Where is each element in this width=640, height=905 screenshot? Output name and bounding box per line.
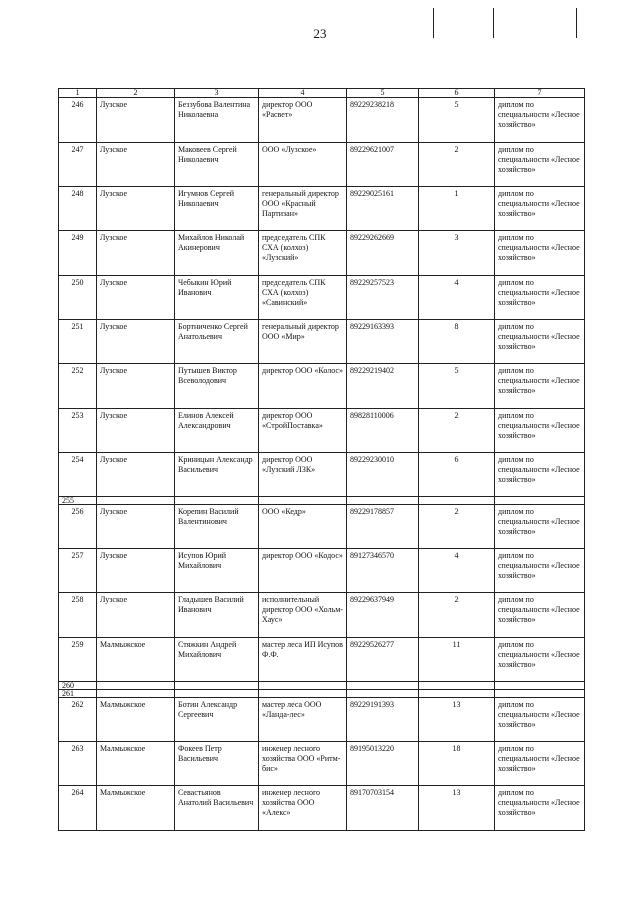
position-cell: [259, 497, 347, 505]
position-cell: мастер леса ИП Исупов Ф.Ф.: [259, 638, 347, 682]
position-cell: директор ООО «Расвет»: [259, 98, 347, 143]
name-cell: Фокеев Петр Васильевич: [175, 742, 259, 786]
name-cell: [175, 497, 259, 505]
position-cell: председатель СПК СХА (колхоз) «Савинский»: [259, 276, 347, 320]
district-cell: Малмыжское: [97, 742, 175, 786]
data-table: [58, 88, 585, 831]
header-row: [59, 89, 585, 98]
table-row: [59, 98, 585, 143]
position-cell: директор ООО «СтройПоставка»: [259, 409, 347, 453]
table-row: [59, 742, 585, 786]
count-cell: 2: [419, 593, 495, 638]
count-cell: 11: [419, 638, 495, 682]
position-cell: инженер лесного хозяйства ООО «Алекс»: [259, 786, 347, 831]
education-cell: диплом по специальности «Лесное хозяйство»: [495, 276, 585, 320]
education-cell: диплом по специальности «Лесное хозяйство»: [495, 453, 585, 497]
phone-cell: 89229191393: [347, 698, 419, 742]
name-cell: Стяжкин Андрей Михайлович: [175, 638, 259, 682]
scan-artifact-line: [576, 8, 577, 38]
phone-cell: 89229526277: [347, 638, 419, 682]
district-cell: Лузское: [97, 187, 175, 231]
phone-cell: 89229230010: [347, 453, 419, 497]
education-cell: [495, 497, 585, 505]
education-cell: диплом по специальности «Лесное хозяйство»: [495, 698, 585, 742]
table-row: [59, 786, 585, 831]
row-number: 249: [59, 231, 97, 276]
row-number: 260: [59, 682, 97, 690]
phone-cell: 89229178857: [347, 505, 419, 549]
name-cell: Исупов Юрий Михайлович: [175, 549, 259, 593]
table-row: [59, 682, 585, 690]
education-cell: диплом по специальности «Лесное хозяйство»: [495, 364, 585, 409]
column-header: 1: [59, 89, 97, 98]
name-cell: [175, 690, 259, 698]
column-header: 7: [495, 89, 585, 98]
row-number: 263: [59, 742, 97, 786]
count-cell: 1: [419, 187, 495, 231]
name-cell: Михайлов Николай Акинерович: [175, 231, 259, 276]
position-cell: генеральный директор ООО «Мир»: [259, 320, 347, 364]
position-cell: председатель СПК СХА (колхоз) «Лузский»: [259, 231, 347, 276]
phone-cell: 89828110006: [347, 409, 419, 453]
district-cell: Лузское: [97, 143, 175, 187]
name-cell: Корепин Василий Валентинович: [175, 505, 259, 549]
row-number: 248: [59, 187, 97, 231]
name-cell: Беззубова Валентина Николаевна: [175, 98, 259, 143]
table-row: [59, 505, 585, 549]
education-cell: [495, 682, 585, 690]
education-cell: диплом по специальности «Лесное хозяйство»: [495, 505, 585, 549]
count-cell: [419, 682, 495, 690]
row-number: 264: [59, 786, 97, 831]
education-cell: [495, 690, 585, 698]
count-cell: 2: [419, 409, 495, 453]
table-row: [59, 638, 585, 682]
table-row: [59, 698, 585, 742]
position-cell: генеральный директор ООО «Красный Партизан»: [259, 187, 347, 231]
education-cell: диплом по специальности «Лесное хозяйство»: [495, 320, 585, 364]
position-cell: ООО «Кедр»: [259, 505, 347, 549]
education-cell: диплом по специальности «Лесное хозяйство»: [495, 231, 585, 276]
education-cell: диплом по специальности «Лесное хозяйство»: [495, 549, 585, 593]
table-body: [59, 89, 585, 831]
row-number: 246: [59, 98, 97, 143]
row-number: 253: [59, 409, 97, 453]
phone-cell: 89229621007: [347, 143, 419, 187]
phone-cell: 89229257523: [347, 276, 419, 320]
position-cell: директор ООО «Кодос»: [259, 549, 347, 593]
district-cell: [97, 497, 175, 505]
row-number: 250: [59, 276, 97, 320]
phone-cell: 89229025161: [347, 187, 419, 231]
table-row: [59, 549, 585, 593]
row-number: 247: [59, 143, 97, 187]
district-cell: Малмыжское: [97, 698, 175, 742]
phone-cell: [347, 690, 419, 698]
education-cell: диплом по специальности «Лесное хозяйство»: [495, 742, 585, 786]
position-cell: [259, 690, 347, 698]
table-row: [59, 320, 585, 364]
column-header: 5: [347, 89, 419, 98]
district-cell: [97, 682, 175, 690]
row-number: 259: [59, 638, 97, 682]
education-cell: диплом по специальности «Лесное хозяйство»: [495, 638, 585, 682]
education-cell: диплом по специальности «Лесное хозяйство»: [495, 98, 585, 143]
name-cell: Путышев Виктор Всеволодович: [175, 364, 259, 409]
phone-cell: [347, 682, 419, 690]
position-cell: директор ООО «Лузский ЛЗК»: [259, 453, 347, 497]
name-cell: Маковеев Сергей Николаевич: [175, 143, 259, 187]
district-cell: Лузское: [97, 276, 175, 320]
row-number: 258: [59, 593, 97, 638]
table-row: [59, 364, 585, 409]
phone-cell: 89229163393: [347, 320, 419, 364]
phone-cell: 89229219402: [347, 364, 419, 409]
row-number: 256: [59, 505, 97, 549]
phone-cell: [347, 497, 419, 505]
row-number: 251: [59, 320, 97, 364]
district-cell: Лузское: [97, 231, 175, 276]
column-header: 2: [97, 89, 175, 98]
count-cell: 13: [419, 698, 495, 742]
district-cell: Малмыжское: [97, 638, 175, 682]
count-cell: 4: [419, 276, 495, 320]
table-row: [59, 231, 585, 276]
district-cell: Лузское: [97, 593, 175, 638]
count-cell: 2: [419, 143, 495, 187]
page-number: 23: [313, 26, 327, 41]
education-cell: диплом по специальности «Лесное хозяйство»: [495, 786, 585, 831]
count-cell: 13: [419, 786, 495, 831]
district-cell: Лузское: [97, 549, 175, 593]
column-header: 4: [259, 89, 347, 98]
count-cell: [419, 497, 495, 505]
row-number: 257: [59, 549, 97, 593]
count-cell: 18: [419, 742, 495, 786]
phone-cell: 89170703154: [347, 786, 419, 831]
name-cell: Гладышев Василий Иванович: [175, 593, 259, 638]
column-header: 3: [175, 89, 259, 98]
table-row: [59, 453, 585, 497]
position-cell: ООО «Лузское»: [259, 143, 347, 187]
scan-artifact-line: [433, 8, 434, 38]
row-number: 255: [59, 497, 97, 505]
name-cell: Игумнов Сергей Николаевич: [175, 187, 259, 231]
count-cell: 8: [419, 320, 495, 364]
name-cell: Бортниченко Сергей Анатольевич: [175, 320, 259, 364]
table-row: [59, 497, 585, 505]
district-cell: [97, 690, 175, 698]
table-row: [59, 276, 585, 320]
row-number: 254: [59, 453, 97, 497]
name-cell: Елинов Алексей Александрович: [175, 409, 259, 453]
education-cell: диплом по специальности «Лесное хозяйство»: [495, 187, 585, 231]
phone-cell: 89195013220: [347, 742, 419, 786]
count-cell: 6: [419, 453, 495, 497]
name-cell: Чебыкин Юрий Иванович: [175, 276, 259, 320]
district-cell: Лузское: [97, 98, 175, 143]
name-cell: [175, 682, 259, 690]
table-row: [59, 187, 585, 231]
phone-cell: 89229637949: [347, 593, 419, 638]
count-cell: 5: [419, 98, 495, 143]
row-number: 252: [59, 364, 97, 409]
name-cell: Ботин Александр Сергеевич: [175, 698, 259, 742]
position-cell: [259, 682, 347, 690]
table-row: [59, 143, 585, 187]
count-cell: 3: [419, 231, 495, 276]
table-row: [59, 690, 585, 698]
scan-artifact-line: [493, 8, 494, 38]
count-cell: 5: [419, 364, 495, 409]
district-cell: Малмыжское: [97, 786, 175, 831]
education-cell: диплом по специальности «Лесное хозяйство»: [495, 593, 585, 638]
row-number: 261: [59, 690, 97, 698]
district-cell: Лузское: [97, 505, 175, 549]
count-cell: 4: [419, 549, 495, 593]
count-cell: 2: [419, 505, 495, 549]
district-cell: Лузское: [97, 409, 175, 453]
position-cell: директор ООО «Колос»: [259, 364, 347, 409]
column-header: 6: [419, 89, 495, 98]
phone-cell: 89127346570: [347, 549, 419, 593]
phone-cell: 89229238218: [347, 98, 419, 143]
education-cell: диплом по специальности «Лесное хозяйство»: [495, 409, 585, 453]
district-cell: Лузское: [97, 453, 175, 497]
phone-cell: 89229262669: [347, 231, 419, 276]
name-cell: Севастьянов Анатолий Васильевич: [175, 786, 259, 831]
position-cell: исполнительный директор ООО «Хольм-Хаус»: [259, 593, 347, 638]
table-row: [59, 593, 585, 638]
education-cell: диплом по специальности «Лесное хозяйство»: [495, 143, 585, 187]
district-cell: Лузское: [97, 364, 175, 409]
district-cell: Лузское: [97, 320, 175, 364]
position-cell: мастер леса ООО «Ланда-лес»: [259, 698, 347, 742]
row-number: 262: [59, 698, 97, 742]
table-row: [59, 409, 585, 453]
position-cell: инженер лесного хозяйства ООО «Ритм-бис»: [259, 742, 347, 786]
count-cell: [419, 690, 495, 698]
name-cell: Криницын Александр Васильевич: [175, 453, 259, 497]
